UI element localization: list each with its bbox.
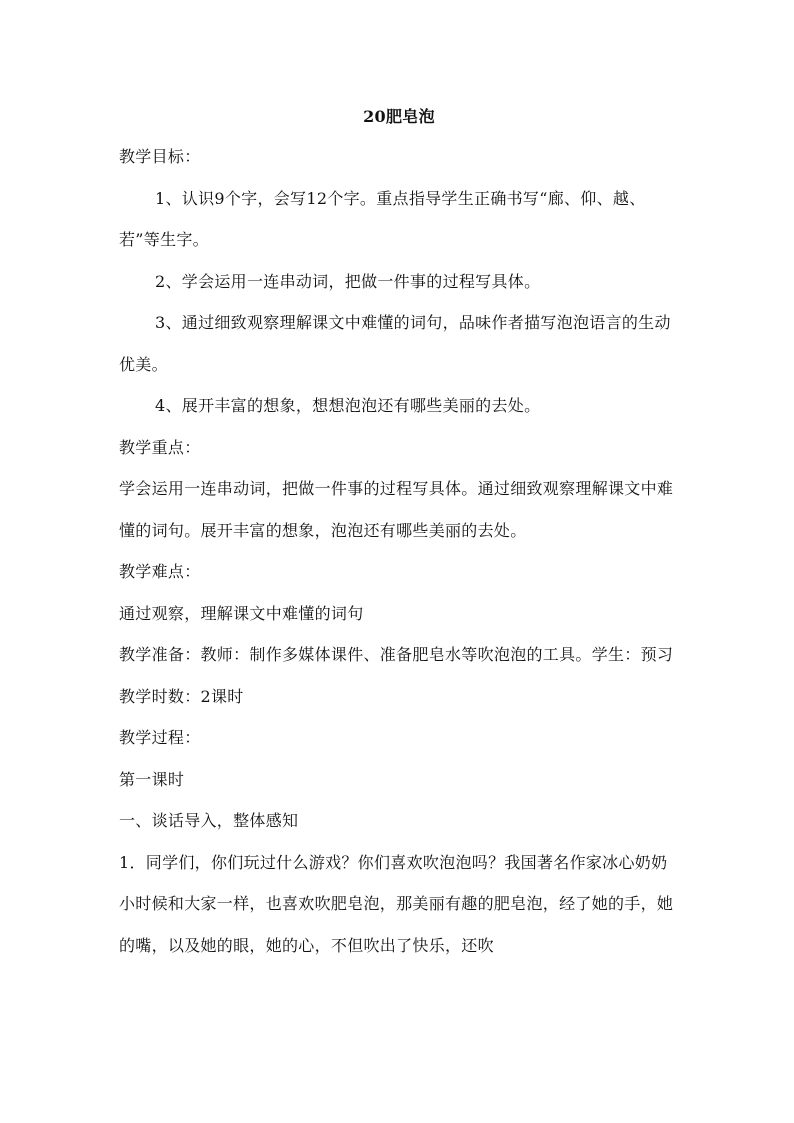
objective-item: 2、学会运用一连串动词，把做一件事的过程写具体。: [155, 271, 541, 291]
document-title: 20肥皂泡: [363, 107, 435, 126]
key-points-heading: 教学重点：: [119, 437, 201, 457]
section1-heading: 一、谈话导入，整体感知: [119, 811, 299, 830]
document-body: [119, 104, 679, 966]
hours-text: 教学时数：2课时: [119, 686, 244, 706]
lesson1-heading: 第一课时: [119, 769, 185, 789]
section1-paragraph: 1．同学们，你们玩过什么游戏？你们喜欢吹泡泡吗？我国著名作家冰心奶奶小时候和大家一样，也喜欢吹肥皂泡，那美丽有趣的肥皂泡，经了她的手，她的嘴，以及她的眼，她的心，不但吹出了快乐，还吹: [119, 852, 674, 955]
objectives-heading: 教学目标：: [119, 147, 201, 166]
key-points-text: 学会运用一连串动词，把做一件事的过程写具体。通过细致观察理解课文中难懂的词句。展开丰富的想象，泡泡还有哪些美丽的去处。: [119, 479, 674, 540]
process-heading: 教学过程：: [119, 728, 201, 747]
preparation-text: 教学准备：教师：制作多媒体课件、准备肥皂水等吹泡泡的工具。学生：预习: [119, 645, 674, 664]
objective-item: 1、认识9个字，会写12个字。重点指导学生正确书写“廊、仰、越、若”等生字。: [119, 188, 646, 249]
objective-item: 4、展开丰富的想象，想想泡泡还有哪些美丽的去处。: [155, 396, 541, 415]
objective-item: 3、通过细致观察理解课文中难懂的词句，品味作者描写泡泡语言的生动优美。: [119, 313, 671, 374]
difficulties-text: 通过观察，理解课文中难懂的词句: [119, 603, 364, 623]
difficulties-heading: 教学难点：: [119, 562, 201, 581]
